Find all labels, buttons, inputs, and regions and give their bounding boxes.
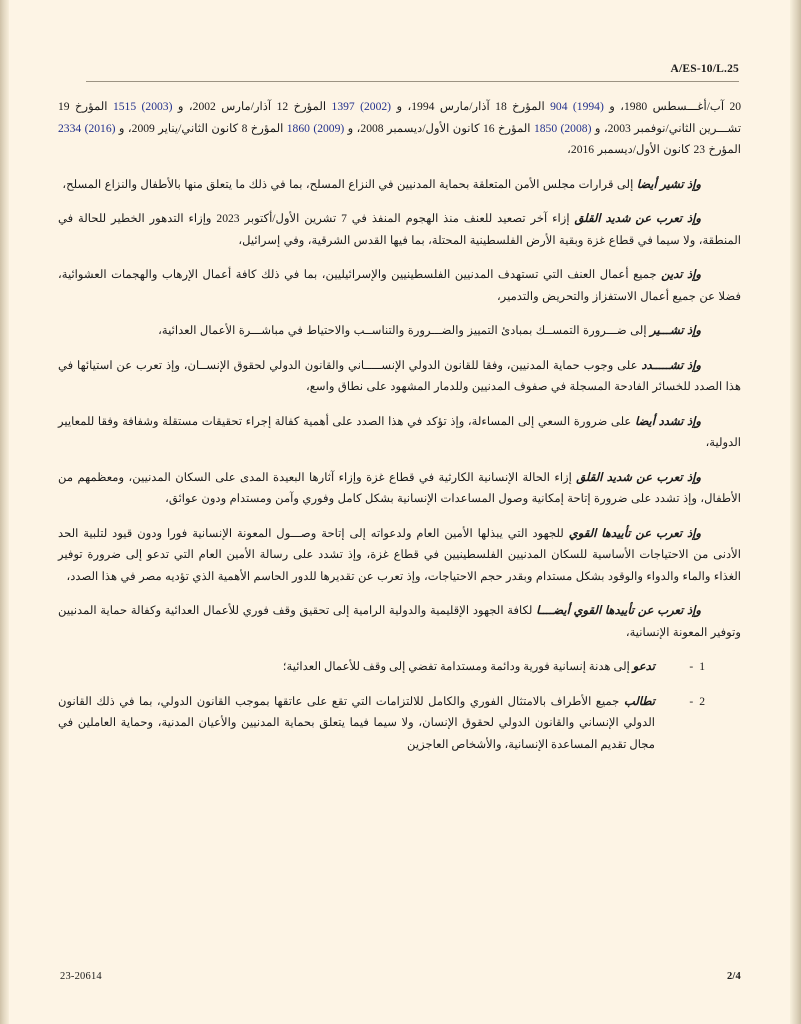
preambular-paragraph	[58, 411, 741, 454]
paragraph-text: على ضرورة السعي إلى المساءلة، وإذ تؤكد في هذا الصدد على أهمية كفالة إجراء تحقيقات مستقلة وشفافة وفقا للمعايير الدولية،	[58, 414, 741, 449]
paragraph-lead-phrase: وإذ تعرب عن شديد القلق	[576, 470, 701, 484]
resolution-number: 1515 (2003)	[112, 100, 173, 113]
paragraph-text: على وجوب حماية المدنيين، وفقا للقانون الدولي الإنســـــاني والقانون الدولي لحقوق الإنســان، وإذ تعرب عن استيائها في هذا الصدد للخسائر الفادحة المسجلة في صفوف المدنيين وللدمار المشهود على نطاق واسع،	[58, 358, 741, 393]
paragraph-text: 20 آب/أغـــسطس 1980، و	[603, 100, 742, 113]
operative-lead-verb: تدعو	[632, 660, 655, 673]
paragraph-text: إزاء الحالة الإنسانية الكارثية في قطاع غزة وإزاء آثارها البعيدة المدى على السكان المدنيين، ومعظمهم من الأطفال، وإذ تشدد على ضرورة إتاحة إمكانية وصول المساعدات الإنسانية بشكل كامل وفوري وآمن ومستدام ودون عوائق،	[58, 470, 741, 505]
preambular-paragraph	[58, 174, 741, 196]
footer-job-number: 23-20614	[60, 971, 102, 982]
preambular-paragraph	[58, 600, 741, 643]
resolution-number: 1860 (2009)	[286, 121, 345, 135]
operative-dash: -	[689, 660, 694, 673]
resolution-number: 2334 (2016)	[58, 121, 116, 135]
paragraph-text: المؤرخ 18 آذار/مارس 1994، و	[391, 100, 551, 113]
operative-marker	[655, 691, 741, 713]
paragraph-lead-phrase: وإذ تشـــير	[649, 324, 701, 337]
preambular-paragraph	[58, 208, 741, 251]
operative-lead-verb: تطالب	[623, 694, 655, 708]
paragraph-text: إلى قرارات مجلس الأمن المتعلقة بحماية المدنيين في النزاع المسلح، بما في ذلك ما يتعلق منها بالأطفال والنزاع المسلح،	[62, 177, 637, 191]
paragraph-text: جميع أعمال العنف التي تستهدف المدنيين الفلسطينيين والإسرائيليين، بما في ذلك كافة أعمال الإرهاب والهجمات العشوائية، فضلا عن جميع أعمال الاستفزاز والتحريض والتدمير،	[58, 268, 741, 303]
page-footer	[60, 971, 741, 982]
operative-text-block	[58, 656, 655, 678]
paragraph-text: المؤرخ 12 آذار/مارس 2002، و	[172, 100, 332, 113]
paragraph-text: المؤرخ 19 تشـــرين الثاني/نوفمبر 2003، و	[58, 100, 742, 135]
paragraph-text: المؤرخ 16 كانون الأول/ديسمبر 2008، و	[344, 121, 534, 135]
paragraph-text: لكافة الجهود الإقليمية والدولية الرامية إلى تحقيق وقف فوري للأعمال العدائية وكفالة حماية المدنيين وتوفير المعونة الإنسانية،	[58, 604, 741, 639]
preambular-paragraphs	[58, 96, 741, 643]
operative-text: جميع الأطراف بالامتثال الفوري والكامل للالتزامات التي تقع على عاتقها بموجب القانون الدولي، بما في ذلك القانون الدولي الإنساني والقانون الدولي لحقوق الإنسان، ولا سيما فيما يتعلق بحماية المدنيين والأعيان المدنية، وحماية العاملين في مجال تقديم المساعدة الإنسانية، والأشخاص العاجزين	[58, 694, 655, 751]
paragraph-text: إزاء آخر تصعيد للعنف منذ الهجوم المنفذ في 7 تشرين الأول/أكتوبر 2023 وإزاء التدهور الخطير للحالة في المنطقة، ولا سيما في قطاع غزة وبقية الأرض الفلسطينية المحتلة، بما فيها القدس الشرقية، وفي إسرائيل،	[58, 212, 741, 247]
paragraph-lead-phrase: وإذ تعرب عن تأييدها القوي	[568, 526, 701, 540]
footer-page-number: 2/4	[726, 971, 741, 982]
paragraph-lead-phrase: وإذ تشدد أيضا	[634, 414, 701, 428]
page-edge-band-left	[0, 0, 9, 1024]
paragraph-lead-phrase: وإذ تدين	[661, 268, 702, 281]
operative-dash: -	[689, 694, 694, 708]
operative-paragraph	[58, 656, 741, 678]
resolution-number: 1850 (2008)	[533, 121, 592, 135]
paragraph-lead-phrase: وإذ تشير أيضا	[636, 177, 701, 191]
operative-marker	[655, 656, 741, 678]
preambular-paragraph	[58, 467, 741, 510]
preambular-paragraph	[58, 523, 741, 588]
resolution-number: 904 (1994)	[550, 100, 604, 113]
header-divider	[86, 81, 739, 82]
operative-text-block	[58, 691, 655, 756]
page-edge-band-right	[790, 0, 801, 1024]
paragraph-text: للجهود التي يبذلها الأمين العام ولدعواته إلى إتاحة وصـــول المعونة الإنسانية فورا ودون قيود لتلبية الحد الأدنى من الاحتياجات الأساسية للسكان المدنيين الفلسطينيين في قطاع غزة، وإذ تشدد على رسالة الأمين العام التي تدعو إلى ضرورة توفير الغذاء والماء والدواء والوقود بشكل مستدام وبقدر حجم الاحتياجات، وإذ تعرب عن تقديرها للدور الحاسم الأهمية الذي تؤديه مصر في هذا الصدد،	[58, 526, 741, 583]
preambular-paragraph	[58, 264, 741, 307]
page-header	[86, 63, 739, 82]
document-body	[58, 96, 741, 768]
preambular-paragraph	[58, 355, 741, 398]
operative-text: إلى هدنة إنسانية فورية ودائمة ومستدامة تفضي إلى وقف للأعمال العدائية؛	[282, 660, 633, 673]
document-symbol: A/ES-10/L.25	[670, 63, 739, 75]
paragraph-text: المؤرخ 23 كانون الأول/ديسمبر 2016،	[567, 143, 741, 156]
paragraph-lead-phrase: وإذ تعرب عن شديد القلق	[574, 212, 701, 225]
operative-number: 1	[699, 660, 705, 673]
paragraph-lead-phrase: وإذ تشـــــدد	[641, 358, 701, 372]
paragraph-text: إلى ضـــرورة التمســك بمبادئ التمييز والضـــرورة والتناســب والاحتياط في مباشـــرة الأعمال العدائية،	[158, 324, 650, 337]
paragraph-lead-phrase: وإذ تعرب عن تأييدها القوي أيضــــا	[536, 604, 702, 617]
operative-number: 2	[699, 694, 705, 708]
preambular-paragraph	[58, 320, 741, 342]
preambular-paragraph	[58, 96, 741, 161]
paragraph-text: المؤرخ 8 كانون الثاني/يناير 2009، و	[115, 121, 287, 135]
resolution-number: 1397 (2002)	[331, 100, 392, 113]
operative-paragraph	[58, 691, 741, 756]
operative-paragraphs	[58, 656, 741, 755]
